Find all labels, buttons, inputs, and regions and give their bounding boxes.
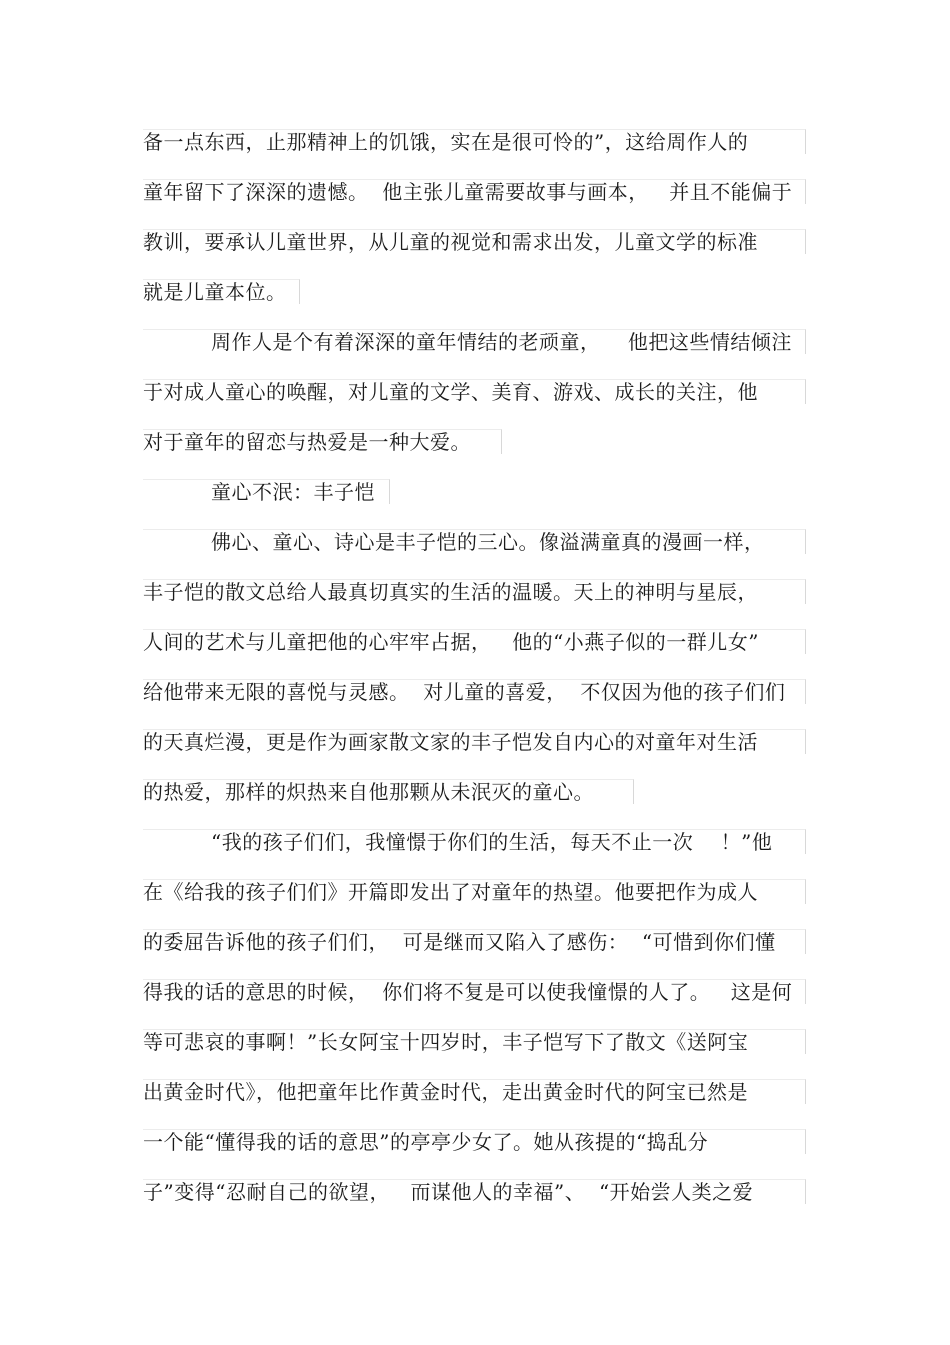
document-page: 备一点东西，止那精神上的饥饿，实在是很可怜的”，这给周作人的 童年留下了深深的遗憾。 他主张儿童需要故事与画本， 并且不能偏于 教训，要承认儿童世界，从儿童的视觉和需求出发，儿童文学的标准 就是儿童本位。 周作人是个有着深深的童年情结的老顽童， 他把这些情结倾注 于对成人童心的唤醒，对儿童的文学、美育、游戏、成长的关注，他 对于童年的留恋与热爱是一种大爱。 童心不泯：丰子恺 佛心、童心、诗心是丰子恺的三心。像溢满童真的漫画一样， 丰子恺的散文总给人最真切真实的生活的温暖。天上的神明与星辰， 人间的艺术与儿童把他的心牢牢占据， 他的“小燕子似的一群儿女” 给他带来无限的喜悦与灵感。 对儿童的喜爱， 不仅因为他的孩子们们 的天真烂漫，更是作为画家散文家的丰子恺发自内心的对童年对生活 的热爱，那样的炽热来自他那颗从未泯灭的童心。 “我的孩子们们，我憧憬于你们的生活，每天不止一次 ！”他 在《给我的孩子们们》开篇即发出了对童年的热望。他要把作为成人 的委屈告诉他的孩子们们， 可是继而又陷入了感伤： “可惜到你们懂 得我的话的意思的时候， 你们将不复是可以使我憧憬的人了。 这是何 等可悲哀的事啊！”长女阿宝十四岁时，丰子恺写下了散文《送阿宝 出黄金时代》，他把童年比作黄金时代，走出黄金时代的阿宝已然是 一个能“懂得我的话的意思”的亭亭少女了。她从孩提的“捣乱分 子”变得“忍耐自己的欲望， 而谋他人的幸福”、 “开始尝人类之爱 — [0, 0, 950, 1345]
